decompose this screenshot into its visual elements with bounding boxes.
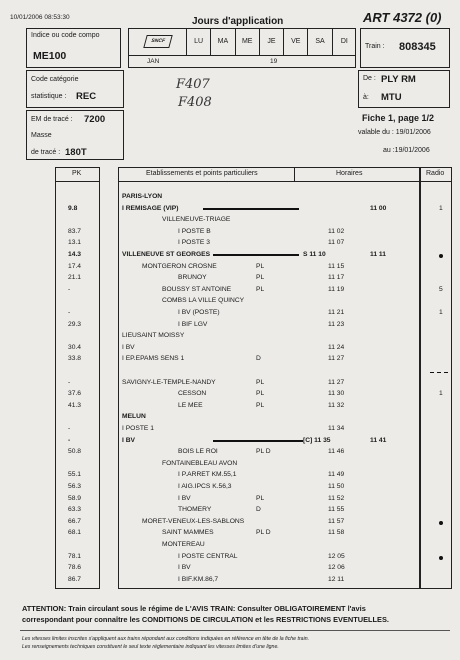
handwritten-note-2: F408 bbox=[178, 95, 212, 110]
pk-value: - bbox=[68, 425, 71, 432]
pk-value: 63.3 bbox=[68, 506, 82, 514]
horaire-1: 12 06 bbox=[328, 564, 345, 572]
pk-value: 78.6 bbox=[68, 564, 82, 572]
pk-value: 33.8 bbox=[68, 355, 82, 363]
station-name: MELUN bbox=[122, 413, 146, 421]
pk-value: 37.6 bbox=[68, 390, 82, 398]
station-name: VILLENEUVE-TRIAGE bbox=[162, 216, 231, 224]
horaire-1: 11 52 bbox=[328, 494, 345, 502]
day-me: ME bbox=[235, 29, 259, 55]
horaire-1: 11 23 bbox=[328, 320, 345, 328]
horaire-1: 11 24 bbox=[328, 343, 345, 351]
station-name: I EP.EPAMS SENS 1 bbox=[122, 355, 185, 363]
station-code: PL bbox=[256, 494, 265, 502]
indice-value: ME100 bbox=[33, 50, 67, 62]
pk-value: 78.1 bbox=[68, 552, 82, 560]
track-bar bbox=[213, 254, 299, 256]
station-name: I BV bbox=[122, 343, 135, 351]
de-value: PLY RM bbox=[381, 74, 416, 85]
horaire-1: 11 27 bbox=[328, 378, 345, 386]
pk-value: 50.8 bbox=[68, 448, 82, 456]
header-radio: Radio bbox=[426, 170, 445, 177]
attention-line-1: ATTENTION: Train circulant sous le régime de L'AVIS TRAIN: Consulter OBLIGATOIREMENT l'avis bbox=[22, 604, 366, 613]
indice-label: Indice ou code compo bbox=[31, 32, 100, 39]
station-name: SAINT MAMMES bbox=[162, 529, 214, 537]
horaire-1: 11 19 bbox=[328, 285, 345, 293]
pk-value: 58.9 bbox=[68, 494, 82, 502]
month-label: JAN bbox=[147, 58, 160, 65]
route-box bbox=[358, 70, 450, 108]
days-grid bbox=[128, 28, 356, 68]
em-masse-box bbox=[26, 110, 124, 160]
horaire-1: 11 49 bbox=[328, 471, 345, 479]
horaire-1: 11 58 bbox=[328, 529, 345, 537]
station-name: CESSON bbox=[178, 390, 207, 398]
station-name: MONTGERON CROSNE bbox=[142, 262, 217, 270]
station-name: LE MEE bbox=[178, 401, 203, 409]
train-number: 808345 bbox=[399, 41, 436, 53]
pk-value: - bbox=[68, 285, 71, 293]
header-pk: PK bbox=[72, 170, 82, 177]
station-name: COMBS LA VILLE QUINCY bbox=[162, 297, 245, 305]
print-timestamp: 10/01/2006 08:53:30 bbox=[10, 14, 70, 21]
horaire-1: 11 02 bbox=[328, 227, 345, 235]
horaire-2: 11 00 bbox=[370, 204, 387, 212]
masse-value: 180T bbox=[65, 147, 87, 158]
train-box bbox=[360, 28, 450, 68]
day-ve: VE bbox=[283, 29, 307, 55]
station-code: PL D bbox=[256, 448, 271, 456]
art-number: ART 4372 (0) bbox=[363, 10, 442, 25]
station-name: I AIG.IPCS K.56,3 bbox=[178, 483, 232, 490]
station-name: I BV bbox=[178, 494, 191, 502]
station-name: VILLENEUVE ST GEORGES bbox=[122, 251, 211, 258]
station-name: I BIF LGV bbox=[178, 320, 208, 328]
header-etablissements: Etablissements et points particuliers bbox=[146, 170, 258, 177]
station-code: PL D bbox=[256, 529, 271, 537]
horaire-1: S 11 10 bbox=[303, 251, 326, 258]
pk-value: 86.7 bbox=[68, 575, 82, 583]
code-categorie-label: Code catégorie bbox=[31, 76, 79, 83]
indice-box bbox=[26, 28, 121, 68]
pk-value: 14.3 bbox=[68, 251, 82, 258]
station-name: I POSTE 1 bbox=[122, 425, 154, 432]
code-categorie-value: REC bbox=[76, 91, 97, 102]
horaire-1: 11 55 bbox=[328, 506, 345, 514]
pk-value: 68.1 bbox=[68, 529, 82, 537]
station-name: PARIS-LYON bbox=[122, 193, 163, 200]
masse-label-2: de tracé : bbox=[31, 149, 61, 156]
horaire-1: [C] 11 35 bbox=[303, 436, 331, 444]
horaire-1: 11 46 bbox=[328, 448, 345, 456]
masse-label: Masse bbox=[31, 132, 52, 139]
station-code: PL bbox=[256, 378, 265, 386]
valable-du: valable du : 19/01/2006 bbox=[358, 129, 431, 136]
station-name: I POSTE CENTRAL bbox=[178, 552, 238, 560]
station-name: I REMISAGE (VIP) bbox=[122, 204, 179, 212]
code-categorie-label2: statistique : bbox=[31, 93, 67, 100]
pk-value: - bbox=[68, 309, 71, 316]
radio-dash-icon bbox=[437, 372, 441, 373]
station-name: I P.ARRET KM.55,1 bbox=[178, 471, 237, 479]
station-name: LIEUSAINT MOISSY bbox=[122, 332, 185, 340]
station-name: SAVIGNY-LE-TEMPLE-NANDY bbox=[122, 378, 216, 386]
radio-channel: 1 bbox=[439, 204, 443, 212]
station-name: THOMERY bbox=[178, 506, 212, 514]
horaire-1: 11 30 bbox=[328, 390, 345, 398]
station-name: I BV bbox=[178, 564, 191, 572]
station-name: BOUSSY ST ANTOINE bbox=[162, 285, 232, 293]
horaire-1: 11 07 bbox=[328, 239, 345, 247]
pk-value: 41.3 bbox=[68, 401, 82, 409]
pk-value: 29.3 bbox=[68, 320, 82, 328]
handwritten-note-1: F407 bbox=[176, 77, 210, 92]
pk-value: 66.7 bbox=[68, 517, 82, 525]
note-line-2: Les renseignements techniques constituent le seul texte réglementaire indiquant les vitesses limites d'une ligne. bbox=[22, 644, 279, 650]
station-code: D bbox=[256, 355, 261, 363]
horaire-1: 12 11 bbox=[328, 575, 345, 583]
station-name: I BV (POSTE) bbox=[178, 309, 220, 316]
station-code: D bbox=[256, 506, 261, 514]
station-name: BOIS LE ROI bbox=[178, 448, 218, 456]
day-ma: MA bbox=[210, 29, 234, 55]
horaire-1: 11 50 bbox=[328, 483, 345, 490]
track-bar bbox=[203, 208, 299, 210]
horaire-1: 12 05 bbox=[328, 552, 345, 560]
station-name: MONTEREAU bbox=[162, 541, 205, 548]
pk-value: 56.3 bbox=[68, 483, 82, 490]
radio-dot-icon bbox=[439, 254, 443, 258]
radio-channel: 1 bbox=[439, 309, 443, 316]
day-je: JE bbox=[259, 29, 283, 55]
station-code: PL bbox=[256, 274, 265, 282]
day-di: DI bbox=[332, 29, 356, 55]
radio-dash-icon bbox=[444, 372, 448, 373]
day-lu: LU bbox=[186, 29, 210, 55]
horaire-1: 11 34 bbox=[328, 425, 345, 432]
em-label: EM de tracé : bbox=[31, 116, 73, 123]
radio-dash-icon bbox=[430, 372, 434, 373]
radio-dot-icon bbox=[439, 556, 443, 560]
a-label: à: bbox=[363, 94, 369, 101]
horaire-1: 11 27 bbox=[328, 355, 345, 363]
station-name: I POSTE B bbox=[178, 227, 211, 235]
station-name: FONTAINEBLEAU AVON bbox=[162, 459, 238, 467]
de-label: De : bbox=[363, 75, 376, 82]
day-value: 19 bbox=[270, 58, 278, 65]
pk-value: - bbox=[68, 436, 71, 444]
attention-line-2: correspondant pour connaître les CONDITIONS DE CIRCULATION et les RESTRICTIONS EVENTUELLES. bbox=[22, 615, 389, 624]
track-bar bbox=[213, 440, 303, 442]
pk-value: 21.1 bbox=[68, 274, 82, 282]
pk-value: 55.1 bbox=[68, 471, 82, 479]
radio-channel: 5 bbox=[439, 285, 443, 293]
a-value: MTU bbox=[381, 92, 402, 103]
em-value: 7200 bbox=[84, 114, 106, 125]
valable-au: au :19/01/2006 bbox=[383, 147, 430, 154]
code-categorie-box bbox=[26, 70, 124, 108]
station-name: I BV bbox=[122, 436, 136, 444]
horaire-2: 11 11 bbox=[370, 251, 386, 258]
pk-value: 13.1 bbox=[68, 239, 82, 247]
station-name: BRUNOY bbox=[178, 274, 207, 282]
horaire-1: 11 21 bbox=[328, 309, 345, 316]
day-sa: SA bbox=[307, 29, 331, 55]
pk-value: 30.4 bbox=[68, 343, 82, 351]
note-line-1: Les vitesses limites inscrites s'appliquent aux trains répondant aux conditions indiquées en référence en tête de la fiche train. bbox=[22, 636, 310, 642]
fiche-page: Fiche 1, page 1/2 bbox=[362, 113, 435, 123]
radio-column bbox=[420, 167, 452, 589]
horaire-1: 11 15 bbox=[328, 262, 345, 270]
radio-channel: 1 bbox=[439, 390, 443, 398]
train-label: Train : bbox=[365, 43, 385, 50]
header-horaires: Horaires bbox=[336, 170, 363, 177]
pk-value: 17.4 bbox=[68, 262, 82, 270]
title-jours-application: Jours d'application bbox=[192, 16, 284, 27]
horaire-1: 11 57 bbox=[328, 517, 345, 525]
station-name: I POSTE 3 bbox=[178, 239, 210, 247]
days-header bbox=[186, 29, 356, 55]
station-name: I BIF.KM.86,7 bbox=[178, 575, 219, 583]
horaire-1: 11 32 bbox=[328, 401, 345, 409]
pk-value: 9.8 bbox=[68, 204, 78, 212]
horaire-2: 11 41 bbox=[370, 436, 387, 444]
station-code: PL bbox=[256, 390, 265, 398]
pk-value: 83.7 bbox=[68, 227, 82, 235]
station-code: PL bbox=[256, 401, 265, 409]
station-code: PL bbox=[256, 285, 265, 293]
radio-dot-icon bbox=[439, 521, 443, 525]
pk-value: - bbox=[68, 378, 71, 386]
sncf-logo: SNCF bbox=[129, 29, 187, 55]
station-name: MORET-VENEUX-LES-SABLONS bbox=[142, 517, 245, 525]
horaire-1: 11 17 bbox=[328, 274, 345, 282]
station-code: PL bbox=[256, 262, 265, 270]
